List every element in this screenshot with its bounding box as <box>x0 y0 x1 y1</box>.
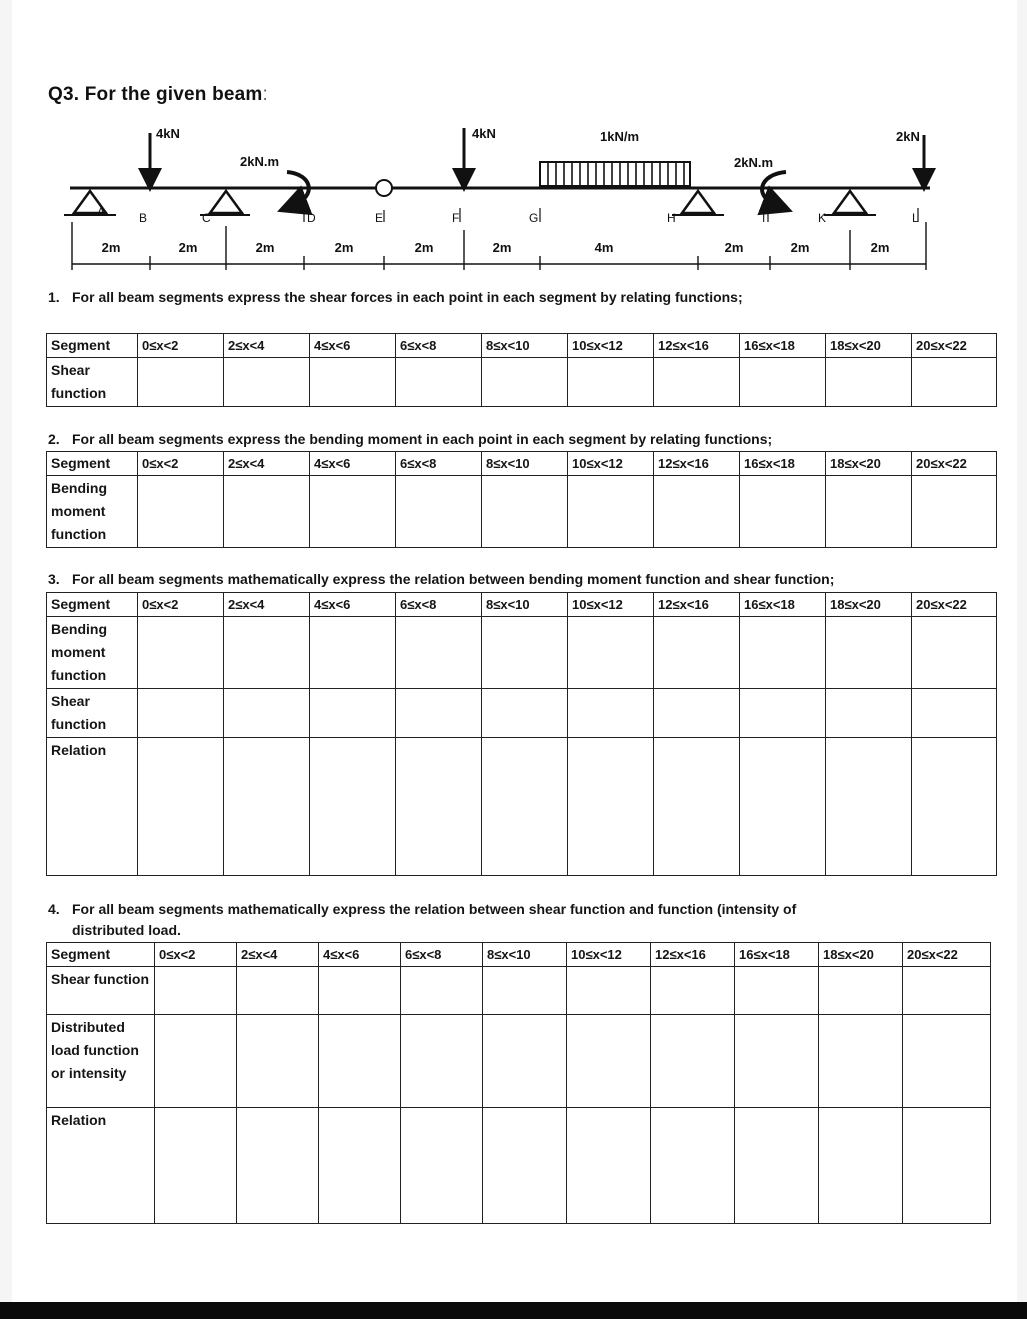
support-h <box>672 191 724 215</box>
answer-cell[interactable] <box>224 738 310 876</box>
segment-cell: 0≤x<2 <box>138 593 224 617</box>
answer-cell[interactable] <box>319 967 401 1015</box>
answer-cell[interactable] <box>138 476 224 548</box>
answer-cell[interactable] <box>155 967 237 1015</box>
segment-cell: 18≤x<20 <box>826 334 912 358</box>
segment-cell: 2≤x<4 <box>224 452 310 476</box>
support-a <box>64 191 116 215</box>
dimension-label: 2m <box>178 240 198 255</box>
segment-cell: 6≤x<8 <box>401 943 483 967</box>
segment-cell: 10≤x<12 <box>568 452 654 476</box>
answer-cell[interactable] <box>310 358 396 407</box>
point-label-b: B <box>139 211 148 225</box>
table-row <box>47 1108 991 1224</box>
point-label-f: F <box>452 211 460 225</box>
answer-cell[interactable] <box>568 476 654 548</box>
row-label-distributed-load: Distributed load function or intensity <box>47 1015 155 1108</box>
table-row <box>47 358 997 407</box>
answer-cell[interactable] <box>396 689 482 738</box>
answer-cell[interactable] <box>740 617 826 689</box>
answer-cell[interactable] <box>224 476 310 548</box>
answer-cell[interactable] <box>401 1015 483 1108</box>
load-label-f: 4kN <box>472 126 496 141</box>
table-header-row <box>47 334 997 358</box>
point-label-k: K <box>818 211 827 225</box>
instruction-3: 3. For all beam segments mathematically express the relation between bending moment function and shear function; <box>48 571 835 587</box>
moment-shear-relation-table <box>46 592 997 876</box>
answer-cell[interactable] <box>396 738 482 876</box>
answer-cell[interactable] <box>826 738 912 876</box>
answer-cell[interactable] <box>819 967 903 1015</box>
row-label-relation: Relation <box>47 1108 155 1224</box>
segment-cell: 20≤x<22 <box>912 452 997 476</box>
point-label-g: G <box>529 211 539 225</box>
row-label-relation: Relation <box>47 738 138 876</box>
dimension-label: 2m <box>870 240 890 255</box>
row-label-shear-function: Shear function <box>47 967 155 1015</box>
answer-cell[interactable] <box>396 617 482 689</box>
answer-cell[interactable] <box>155 1015 237 1108</box>
answer-cell[interactable] <box>826 476 912 548</box>
segment-cell: 12≤x<16 <box>654 452 740 476</box>
answer-cell[interactable] <box>654 358 740 407</box>
segment-cell: 0≤x<2 <box>155 943 237 967</box>
point-label-a: A <box>97 205 106 219</box>
answer-cell[interactable] <box>224 358 310 407</box>
answer-cell[interactable] <box>567 1108 651 1224</box>
load-label-b: 4kN <box>156 126 180 141</box>
answer-cell[interactable] <box>826 617 912 689</box>
answer-cell[interactable] <box>310 476 396 548</box>
answer-cell[interactable] <box>826 689 912 738</box>
row-label-shear-function: Shear function <box>47 358 138 407</box>
segment-cell: 4≤x<6 <box>310 334 396 358</box>
table-row <box>47 1015 991 1108</box>
answer-cell[interactable] <box>819 1015 903 1108</box>
segment-header: Segment <box>47 593 138 617</box>
point-label-e: E <box>375 211 384 225</box>
segment-cell: 8≤x<10 <box>482 452 568 476</box>
dimension-label: 2m <box>101 240 121 255</box>
point-label-l: L <box>912 211 919 225</box>
segment-cell: 4≤x<6 <box>310 593 396 617</box>
segment-cell: 6≤x<8 <box>396 593 482 617</box>
row-label-bending-moment-function: Bending moment function <box>47 617 138 689</box>
row-label-shear-function: Shear function <box>47 689 138 738</box>
segment-header: Segment <box>47 943 155 967</box>
segment-header: Segment <box>47 452 138 476</box>
answer-cell[interactable] <box>567 1015 651 1108</box>
instruction-1: 1. For all beam segments express the shear forces in each point in each segment by relating functions; <box>48 289 743 305</box>
load-label-d: 2kN.m <box>240 154 280 169</box>
segment-cell: 20≤x<22 <box>912 334 997 358</box>
answer-cell[interactable] <box>310 689 396 738</box>
segment-cell: 8≤x<10 <box>483 943 567 967</box>
answer-cell[interactable] <box>903 967 991 1015</box>
answer-cell[interactable] <box>482 738 568 876</box>
answer-cell[interactable] <box>651 1108 735 1224</box>
answer-cell[interactable] <box>735 1015 819 1108</box>
answer-cell[interactable] <box>740 476 826 548</box>
answer-cell[interactable] <box>482 617 568 689</box>
distributed-load <box>540 162 690 186</box>
segment-cell: 2≤x<4 <box>237 943 319 967</box>
answer-cell[interactable] <box>912 358 997 407</box>
segment-cell: 4≤x<6 <box>310 452 396 476</box>
segment-cell: 2≤x<4 <box>224 593 310 617</box>
segment-cell: 2≤x<4 <box>224 334 310 358</box>
segment-cell: 10≤x<12 <box>567 943 651 967</box>
point-label-i: I <box>762 211 766 225</box>
answer-cell[interactable] <box>482 476 568 548</box>
segment-cell: 16≤x<18 <box>735 943 819 967</box>
instruction-2: 2. For all beam segments express the bending moment in each point in each segment by relating functions; <box>48 431 773 447</box>
answer-cell[interactable] <box>237 1015 319 1108</box>
answer-cell[interactable] <box>740 738 826 876</box>
hinge-e <box>376 180 392 196</box>
answer-cell[interactable] <box>903 1015 991 1108</box>
answer-cell[interactable] <box>903 1108 991 1224</box>
answer-cell[interactable] <box>568 358 654 407</box>
answer-cell[interactable] <box>740 689 826 738</box>
answer-cell[interactable] <box>654 689 740 738</box>
dimension-label: 2m <box>414 240 434 255</box>
answer-cell[interactable] <box>155 1108 237 1224</box>
load-label-i: 2kN.m <box>734 155 774 170</box>
segment-cell: 18≤x<20 <box>826 593 912 617</box>
segment-cell: 6≤x<8 <box>396 334 482 358</box>
segment-cell: 6≤x<8 <box>396 452 482 476</box>
beam-diagram <box>0 0 1027 280</box>
answer-cell[interactable] <box>912 617 997 689</box>
segment-cell: 20≤x<22 <box>903 943 991 967</box>
table-row <box>47 967 991 1015</box>
segment-cell: 16≤x<18 <box>740 452 826 476</box>
answer-cell[interactable] <box>740 358 826 407</box>
segment-cell: 18≤x<20 <box>826 452 912 476</box>
table-row <box>47 617 997 689</box>
answer-cell[interactable] <box>319 1015 401 1108</box>
dimension-label: 2m <box>334 240 354 255</box>
segment-cell: 10≤x<12 <box>568 593 654 617</box>
answer-cell[interactable] <box>654 738 740 876</box>
answer-cell[interactable] <box>651 967 735 1015</box>
answer-cell[interactable] <box>482 358 568 407</box>
point-label-h: H <box>667 211 676 225</box>
table-header-row <box>47 943 991 967</box>
dimension-label: 2m <box>790 240 810 255</box>
table-row <box>47 689 997 738</box>
load-label-w: 1kN/m <box>600 129 640 144</box>
segment-cell: 8≤x<10 <box>482 593 568 617</box>
answer-cell[interactable] <box>237 1108 319 1224</box>
answer-cell[interactable] <box>912 689 997 738</box>
answer-cell[interactable] <box>237 967 319 1015</box>
answer-cell[interactable] <box>138 689 224 738</box>
answer-cell[interactable] <box>396 476 482 548</box>
answer-cell[interactable] <box>483 1015 567 1108</box>
answer-cell[interactable] <box>651 1015 735 1108</box>
segment-header: Segment <box>47 334 138 358</box>
answer-cell[interactable] <box>224 689 310 738</box>
answer-cell[interactable] <box>568 617 654 689</box>
answer-cell[interactable] <box>735 967 819 1015</box>
support-k <box>824 191 876 215</box>
table-row <box>47 476 997 548</box>
segment-cell: 10≤x<12 <box>568 334 654 358</box>
segment-cell: 20≤x<22 <box>912 593 997 617</box>
load-label-l: 2kN <box>896 129 920 144</box>
answer-cell[interactable] <box>912 738 997 876</box>
segment-cell: 12≤x<16 <box>651 943 735 967</box>
answer-cell[interactable] <box>401 1108 483 1224</box>
table-header-row <box>47 593 997 617</box>
answer-cell[interactable] <box>826 358 912 407</box>
point-label-d: D <box>307 211 316 225</box>
answer-cell[interactable] <box>138 358 224 407</box>
bending-moment-table <box>46 451 997 548</box>
question-title: Q3. For the given beam: <box>48 84 268 105</box>
dimension-label: 4m <box>594 240 614 255</box>
answer-cell[interactable] <box>567 967 651 1015</box>
segment-cell: 8≤x<10 <box>482 334 568 358</box>
segment-cell: 12≤x<16 <box>654 334 740 358</box>
segment-cell: 16≤x<18 <box>740 593 826 617</box>
table-header-row <box>47 452 997 476</box>
answer-cell[interactable] <box>912 476 997 548</box>
dimension-label: 2m <box>255 240 275 255</box>
segment-cell: 4≤x<6 <box>319 943 401 967</box>
segment-cell: 18≤x<20 <box>819 943 903 967</box>
answer-cell[interactable] <box>401 967 483 1015</box>
row-label-bending-moment-function: Bending moment function <box>47 476 138 548</box>
answer-cell[interactable] <box>735 1108 819 1224</box>
answer-cell[interactable] <box>483 967 567 1015</box>
shear-table <box>46 333 997 407</box>
answer-cell[interactable] <box>319 1108 401 1224</box>
point-label-c: C <box>202 211 211 225</box>
answer-cell[interactable] <box>483 1108 567 1224</box>
answer-cell[interactable] <box>654 617 740 689</box>
segment-cell: 0≤x<2 <box>138 452 224 476</box>
answer-cell[interactable] <box>568 738 654 876</box>
dimension-label: 2m <box>724 240 744 255</box>
answer-cell[interactable] <box>819 1108 903 1224</box>
answer-cell[interactable] <box>310 617 396 689</box>
answer-cell[interactable] <box>396 358 482 407</box>
segment-cell: 12≤x<16 <box>654 593 740 617</box>
segment-cell: 16≤x<18 <box>740 334 826 358</box>
answer-cell[interactable] <box>310 738 396 876</box>
instruction-4: 4. For all beam segments mathematically express the relation between shear function and function (intensity of distributed load. <box>48 901 797 938</box>
table-row <box>47 738 997 876</box>
shear-load-relation-table <box>46 942 991 1224</box>
segment-cell: 0≤x<2 <box>138 334 224 358</box>
answer-cell[interactable] <box>138 738 224 876</box>
dimension-label: 2m <box>492 240 512 255</box>
answer-cell[interactable] <box>224 617 310 689</box>
bottom-bar <box>0 1302 1027 1319</box>
answer-cell[interactable] <box>482 689 568 738</box>
answer-cell[interactable] <box>568 689 654 738</box>
answer-cell[interactable] <box>138 617 224 689</box>
answer-cell[interactable] <box>654 476 740 548</box>
